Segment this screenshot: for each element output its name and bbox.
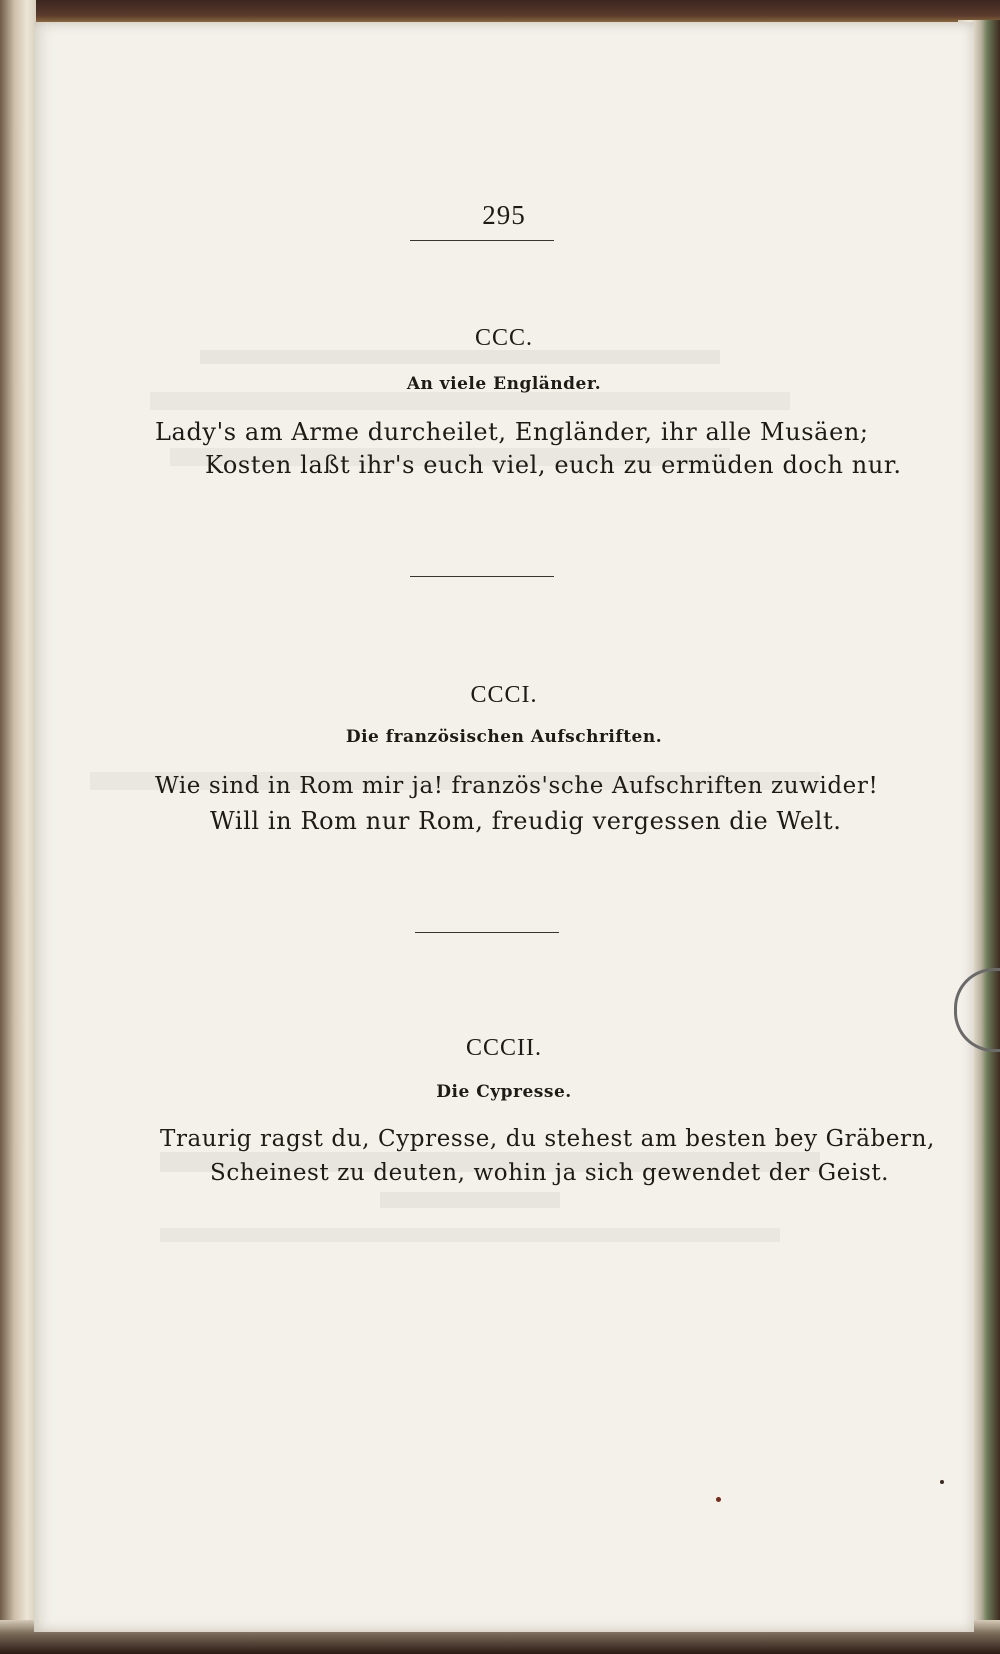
verse-line: Lady's am Arme durcheilet, Engländer, ihr alle Musäen; bbox=[155, 418, 869, 446]
entry-numeral: CCC. bbox=[474, 325, 534, 351]
section-rule bbox=[410, 576, 554, 577]
entry-title: Die Cypresse. bbox=[436, 1082, 572, 1102]
left-page-edge bbox=[0, 0, 36, 1654]
page-number-rule bbox=[410, 240, 554, 241]
ink-speck bbox=[940, 1480, 944, 1484]
entry-numeral: CCCII. bbox=[465, 1035, 542, 1061]
section-rule bbox=[415, 932, 559, 933]
verse-line: Kosten laßt ihr's euch viel, euch zu ermüden doch nur. bbox=[205, 451, 902, 479]
verse-line: Traurig ragst du, Cypresse, du stehest am besten bey Gräbern, bbox=[160, 1126, 935, 1152]
entry-title: An viele Engländer. bbox=[406, 374, 602, 394]
verse-line: Scheinest zu deuten, wohin ja sich gewendet der Geist. bbox=[210, 1160, 890, 1186]
entry-title: Die französischen Aufschriften. bbox=[345, 727, 663, 747]
ink-speck bbox=[716, 1497, 721, 1502]
page-number: 295 bbox=[482, 200, 526, 230]
entry-numeral: CCCI. bbox=[470, 682, 538, 708]
verse-line: Wie sind in Rom mir ja! französ'sche Aufschriften zuwider! bbox=[155, 773, 879, 799]
verse-line: Will in Rom nur Rom, freudig vergessen die Welt. bbox=[210, 807, 842, 835]
